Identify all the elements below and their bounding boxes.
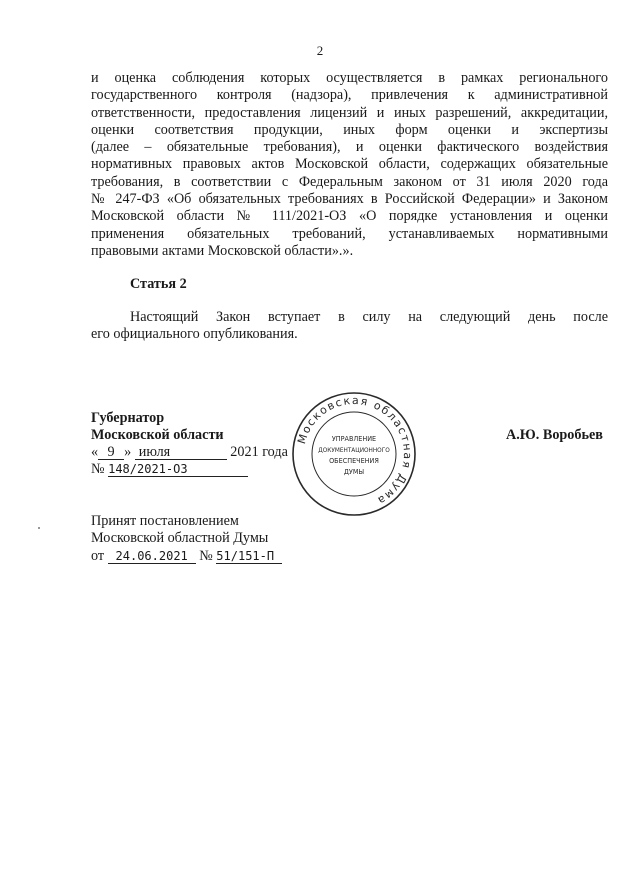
stamp-center-line: УПРАВЛЕНИЕ [331, 434, 377, 443]
body-line: оценки соответствия продукции, иных форм оценки и экспертизы [91, 121, 608, 138]
signature-number [91, 461, 248, 478]
signature-date [91, 444, 288, 461]
governor-name: А.Ю. Воробьев [506, 427, 603, 443]
adoption-date-value: 24.06.2021 [115, 548, 188, 563]
governor-title [91, 410, 224, 444]
date-month [135, 445, 227, 460]
date-year: 2021 года [230, 444, 288, 460]
adoption-number-value: 51/151-П [216, 548, 275, 563]
article-text-line: его официального опубликования. [91, 326, 298, 343]
body-line: требования, в соответствии с Федеральным законом от 31 июля 2020 года [91, 173, 608, 190]
date-day-value: 9 [107, 444, 115, 460]
stamp-center-line: ДУМЫ [343, 467, 365, 476]
stamp-center-line: ДОКУМЕНТАЦИОННОГО [318, 446, 390, 454]
date-close-quote: » [124, 444, 132, 460]
number-sign: № [91, 461, 105, 477]
body-line: Московской области № 111/2021-ОЗ «О порядке установления и оценки [91, 208, 608, 225]
stamp-ring-text: Московская областная Дума [295, 393, 415, 508]
body-line: ответственности, предоставления лицензий и иных разрешений, аккредитации, [91, 104, 608, 121]
law-number [108, 462, 248, 477]
official-stamp [289, 389, 419, 519]
page-number: 2 [316, 43, 324, 58]
date-open-quote: « [91, 444, 99, 460]
body-line: (далее – обязательные требования), и оценки фактического воздействия [91, 139, 608, 156]
adoption-reference [91, 548, 282, 565]
adoption-line: Принят постановлением [91, 513, 239, 529]
adoption-line: Московской областной Думы [91, 530, 269, 547]
adoption-block [91, 513, 282, 565]
body-line: и оценка соблюдения которых осуществляется в рамках регионального [91, 70, 608, 86]
governor-title-line: Московской области [91, 427, 224, 443]
adoption-number [216, 549, 282, 564]
adoption-number-sign: № [199, 547, 213, 564]
article-text [91, 309, 608, 344]
law-number-value: 148/2021-ОЗ [108, 462, 188, 476]
governor-title-line: Губернатор [91, 410, 165, 426]
adoption-from-label: от [91, 547, 105, 564]
article-text-line: Настоящий Закон вступает в силу на следующий день после [130, 309, 608, 325]
adoption-date [108, 549, 196, 564]
body-line: правовыми актами Московской области».». [91, 242, 354, 259]
stamp-center-line: ОБЕСПЕЧЕНИЯ [329, 456, 379, 465]
date-day [98, 445, 124, 460]
body-line: применения обязательных требований, устанавливаемых нормативными [91, 225, 608, 242]
body-line: нормативных правовых актов Московской области, содержащих обязательные [91, 156, 608, 173]
article-heading: Статья 2 [130, 276, 187, 292]
scan-speck [38, 527, 40, 529]
body-line: № 247-ФЗ «Об обязательных требованиях в Российской Федерации» и Законом [91, 191, 608, 208]
date-month-value: июля [138, 444, 171, 460]
body-line: государственного контроля (надзора), привлечения к административной [91, 87, 608, 104]
body-paragraph [91, 70, 608, 260]
